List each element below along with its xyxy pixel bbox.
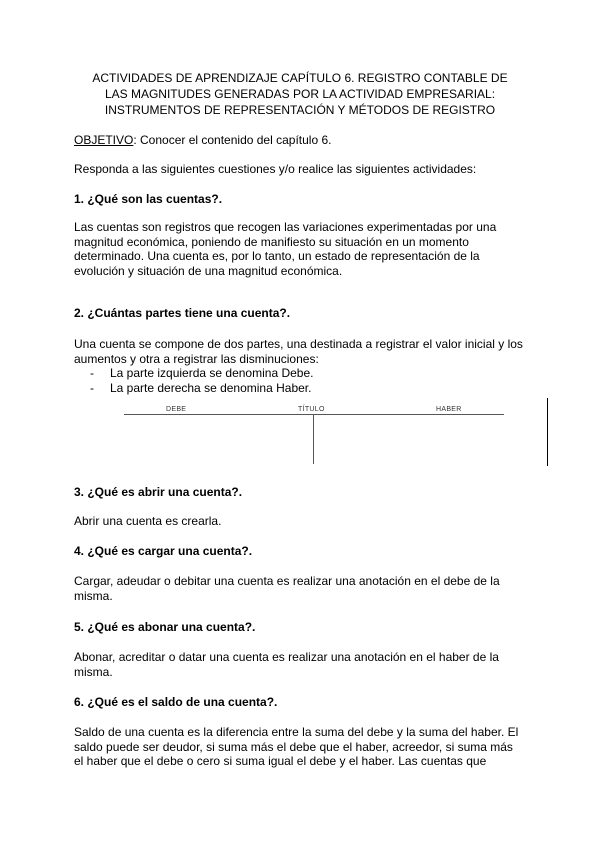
question-4: 4. ¿Qué es cargar una cuenta?. (74, 544, 253, 558)
margin-rule (547, 398, 548, 466)
question-5: 5. ¿Qué es abonar una cuenta?. (74, 620, 256, 634)
answer-line: el haber que el debe o cero si suma igual el debe y el haber. Las cuentas que (74, 754, 487, 769)
question-2: 2. ¿Cuántas partes tiene una cuenta?. (74, 306, 291, 320)
objective-text: : Conocer el contenido del capítulo 6. (133, 133, 332, 147)
account-parts-list (74, 366, 313, 396)
list-item: - La parte izquierda se denomina Debe. (74, 366, 313, 381)
document-title (80, 70, 520, 118)
answer-line: Abrir una cuenta es crearla. (74, 514, 222, 528)
t-account-diagram (124, 398, 504, 468)
list-item: - La parte derecha se denomina Haber. (74, 381, 313, 396)
objective (74, 133, 534, 148)
question-6: 6. ¿Qué es el saldo de una cuenta?. (74, 695, 278, 709)
answer-line: misma. (74, 664, 113, 679)
answer-line: Una cuenta se compone de dos partes, una destinada a registrar el valor inicial y los (74, 337, 523, 351)
title-line: INSTRUMENTOS DE REPRESENTACIÓN Y MÉTODOS DE REGISTRO (104, 103, 496, 117)
answer-5 (74, 650, 534, 679)
answer-line: Saldo de una cuenta es la diferencia entre la suma del debe y la suma del haber. El (74, 725, 519, 739)
answer-line: Las cuentas son registros que recogen las variaciones experimentadas por una (74, 220, 497, 234)
instructions: Responda a las siguientes cuestiones y/o realice las siguientes actividades: (74, 162, 477, 176)
answer-3 (74, 514, 534, 529)
question-3: 3. ¿Qué es abrir una cuenta?. (74, 485, 243, 499)
answer-line: magnitud económica, poniendo de manifiesto su situación en un momento (74, 234, 469, 249)
title-line: LAS MAGNITUDES GENERADAS POR LA ACTIVIDAD EMPRESARIAL: (104, 87, 496, 101)
objective-label: OBJETIVO (74, 133, 134, 147)
answer-line: misma. (74, 588, 113, 603)
t-account-horizontal-line (124, 414, 504, 415)
answer-line: determinado. Una cuenta es, por lo tanto, un estado de representación de la (74, 249, 480, 264)
answer-1 (74, 220, 534, 278)
t-account-titulo-label: TÍTULO (298, 406, 325, 413)
t-account-vertical-line (313, 414, 314, 464)
answer-line: Cargar, adeudar o debitar una cuenta es realizar una anotación en el debe de la (74, 574, 500, 588)
answer-line: evolución y situación de una magnitud económica. (74, 263, 343, 278)
answer-line: saldo puede ser deudor, si suma más el debe que el haber, acreedor, si suma más (74, 739, 513, 754)
t-account-haber-label: HABER (436, 406, 462, 413)
answer-line: aumentos y otra a registrar las disminuciones: (74, 351, 319, 366)
question-1: 1. ¿Qué son las cuentas?. (74, 192, 223, 206)
t-account-debe-label: DEBE (166, 406, 187, 413)
title-line: ACTIVIDADES DE APRENDIZAJE CAPÍTULO 6. REGISTRO CONTABLE DE (92, 71, 508, 85)
answer-4 (74, 574, 534, 603)
answer-6 (74, 725, 534, 769)
answer-2 (74, 337, 534, 366)
answer-line: Abonar, acreditar o datar una cuenta es realizar una anotación en el haber de la (74, 650, 499, 664)
